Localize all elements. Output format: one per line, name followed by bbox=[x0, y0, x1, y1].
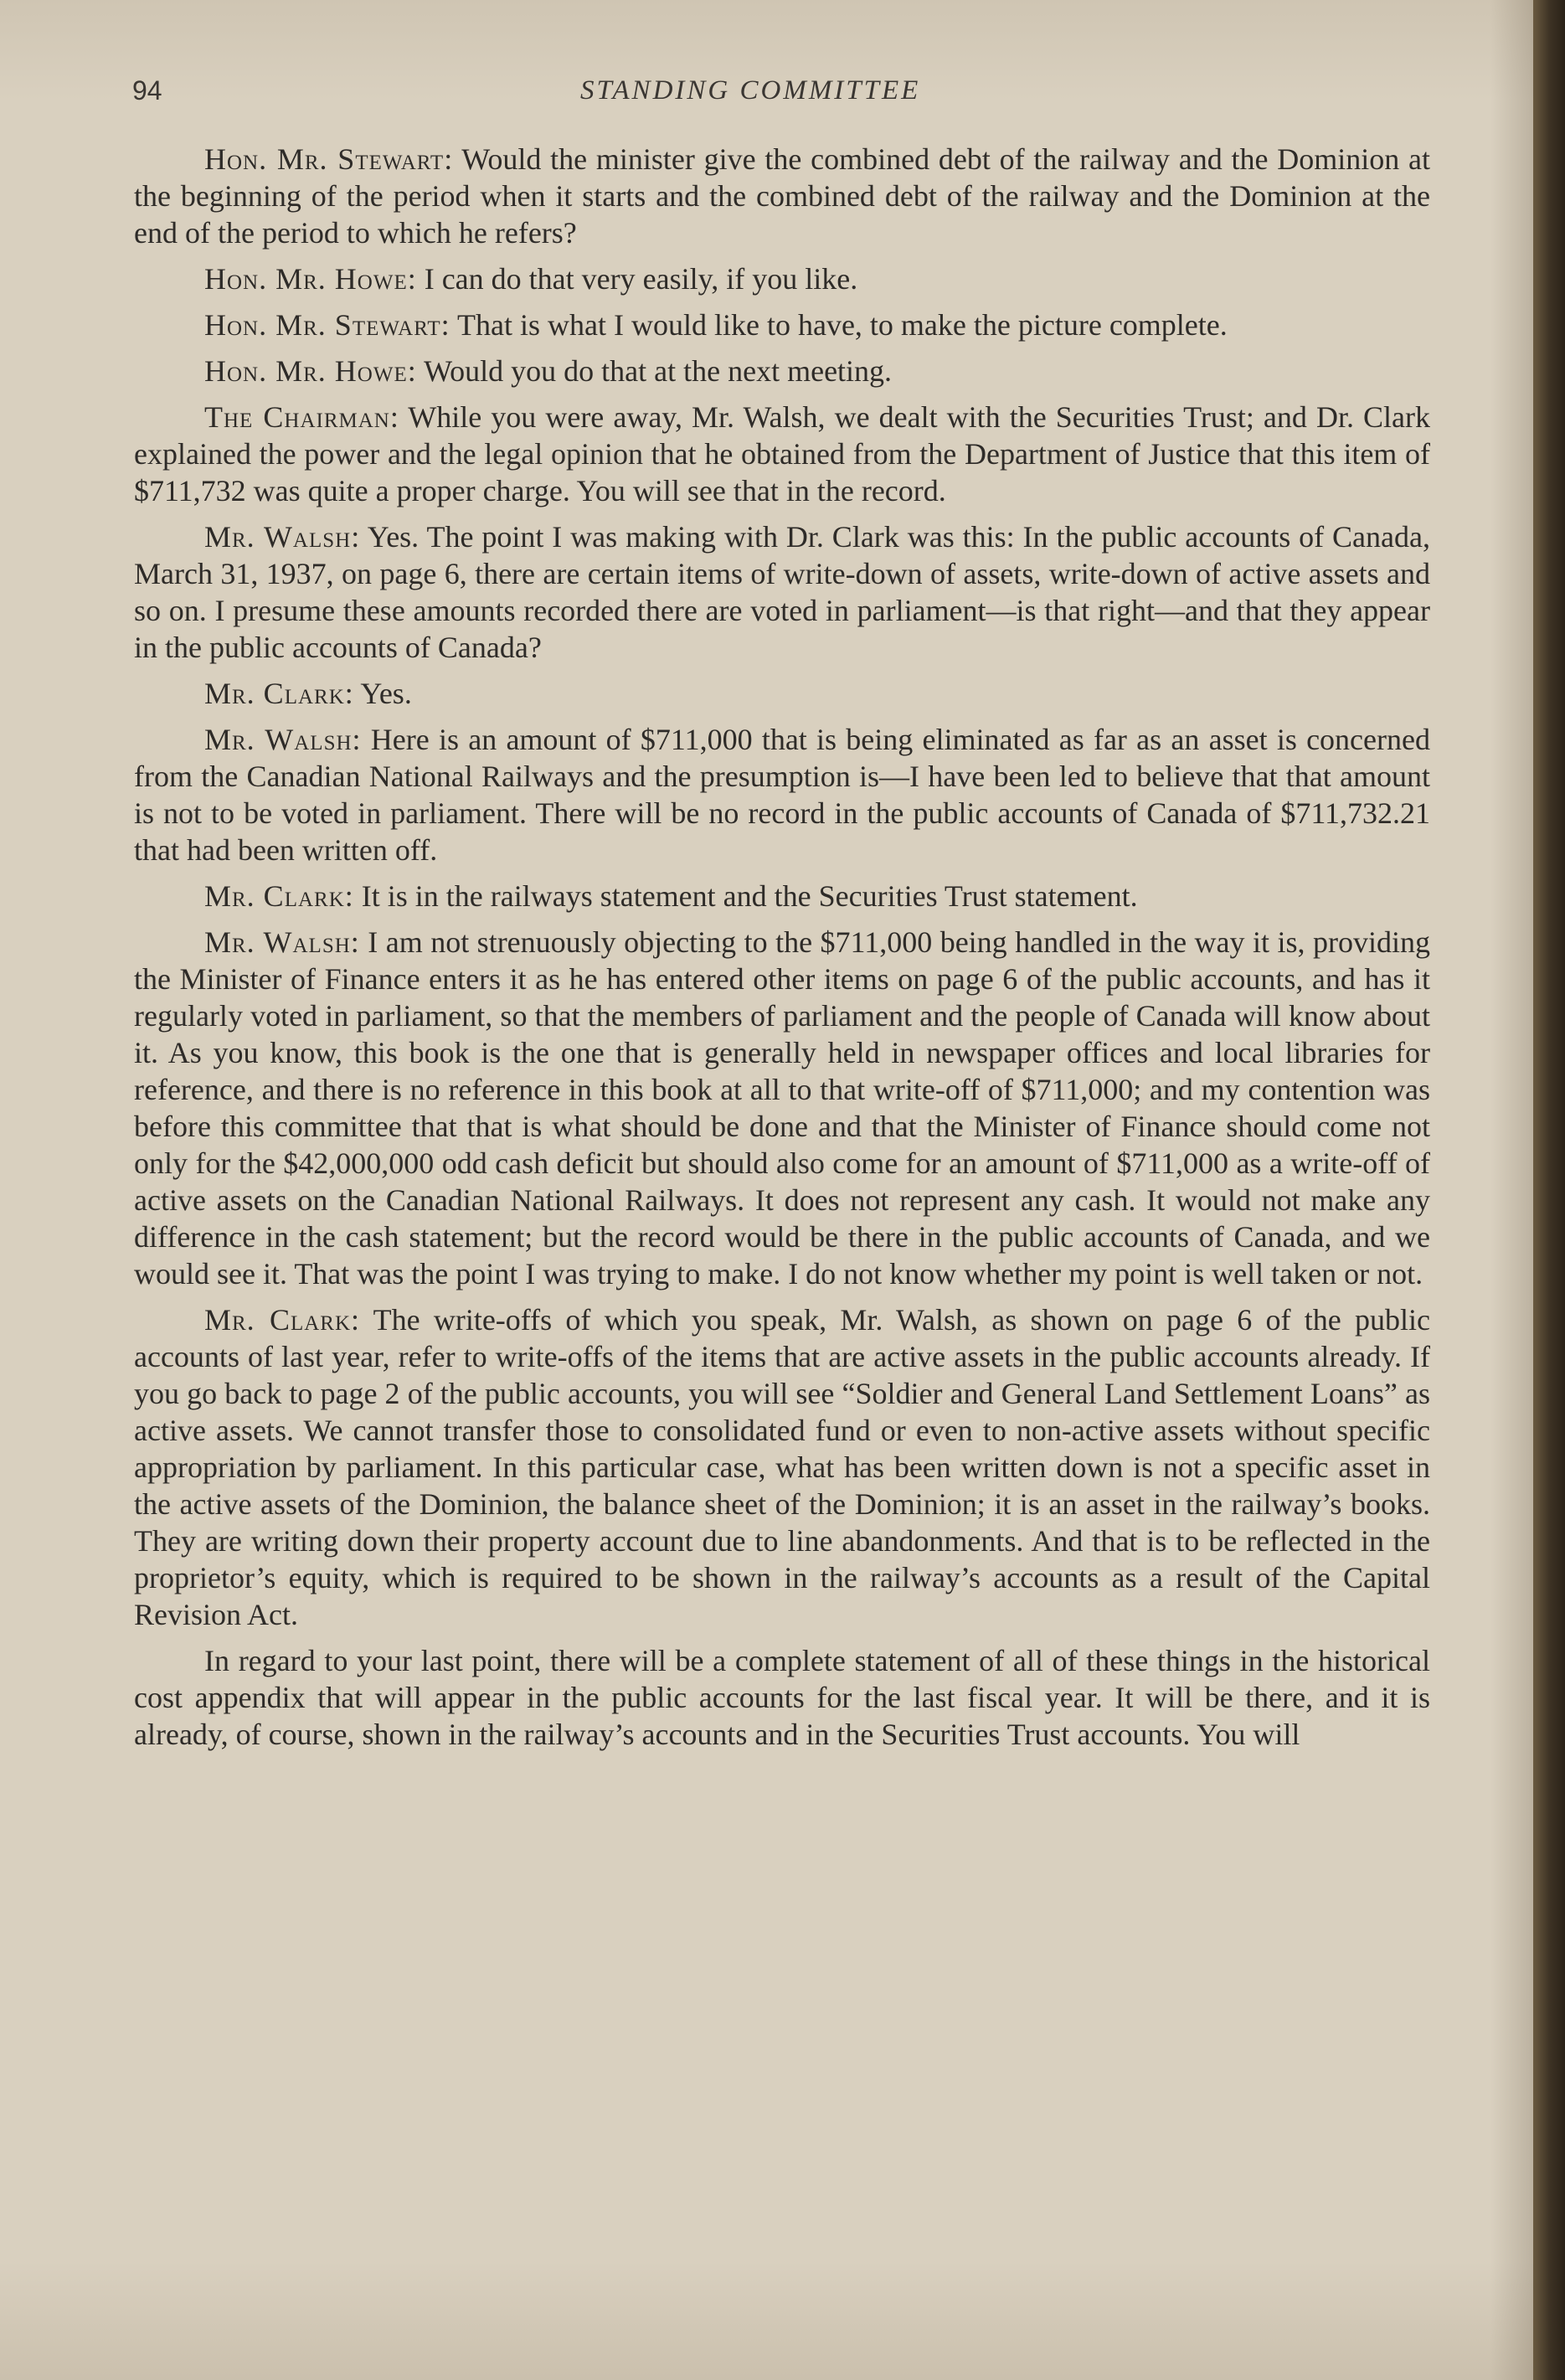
paragraph bbox=[134, 878, 1430, 914]
speaker-name: Mr. Clark: bbox=[204, 1303, 361, 1337]
paragraph-text: Yes. The point I was making with Dr. Clark was this: In the public accounts of Canada, March 31, 1937, on page 6, there are certain items of write-down of assets, write-down of active assets and so on. I presume these amounts recorded there are voted in parliament—is that right—and that they appear in the public accounts of Canada? bbox=[134, 520, 1430, 664]
transcript-body bbox=[134, 141, 1430, 1762]
running-title: STANDING COMMITTEE bbox=[580, 75, 921, 106]
paragraph-text: Would you do that at the next meeting. bbox=[416, 354, 893, 388]
paragraph bbox=[134, 399, 1430, 509]
paragraph bbox=[134, 307, 1430, 343]
speaker-name: Mr. Walsh: bbox=[204, 723, 362, 756]
paragraph bbox=[134, 1642, 1430, 1753]
speaker-name: Mr. Walsh: bbox=[204, 925, 360, 959]
paragraph-text: Would the minister give the combined debt of the railway and the Dominion at the beginning of the period when it starts and the combined debt of the railway and the Dominion at the end of the period to which he refers? bbox=[134, 142, 1430, 250]
page-number: 94 bbox=[132, 75, 162, 106]
speaker-name: Hon. Mr. Howe: bbox=[204, 354, 417, 388]
paragraph bbox=[134, 353, 1430, 389]
paragraph-text: I can do that very easily, if you like. bbox=[416, 262, 858, 296]
paragraph bbox=[134, 518, 1430, 666]
paragraph bbox=[134, 721, 1430, 868]
speaker-name: Hon. Mr. Howe: bbox=[204, 262, 417, 296]
book-spine-shadow bbox=[1533, 0, 1565, 2380]
speaker-name: The Chairman: bbox=[204, 400, 399, 434]
speaker-name: Hon. Mr. Stewart: bbox=[204, 142, 454, 176]
paragraph-text: That is what I would like to have, to make the picture complete. bbox=[450, 308, 1228, 342]
speaker-name: Hon. Mr. Stewart: bbox=[204, 308, 450, 342]
speaker-name: Mr. Clark: bbox=[204, 879, 354, 913]
paragraph-text: Here is an amount of $711,000 that is being eliminated as far as an asset is concerned from the Canadian National Railways and the presumption is—I have been led to believe that that amount is not to be voted in parliament. There will be no record in the public accounts of Canada of $711,732.21 that had been written off. bbox=[134, 723, 1430, 867]
paragraph-text: It is in the railways statement and the Securities Trust statement. bbox=[353, 879, 1138, 913]
paragraph-text: While you were away, Mr. Walsh, we dealt with the Securities Trust; and Dr. Clark explained the power and the legal opinion that he obtained from the Department of Justice that this item of $711,732 was quite a proper charge. You will see that in the record. bbox=[134, 400, 1431, 507]
page-header bbox=[132, 74, 1439, 114]
speaker-name: Mr. Walsh: bbox=[204, 520, 361, 554]
paragraph bbox=[134, 260, 1430, 297]
paragraph-text: The write-offs of which you speak, Mr. Walsh, as shown on page 6 of the public accounts of last year, refer to write-offs of the items that are active assets in the public accounts already. If you go back to page 2 of the public accounts, you will see “Soldier and General Land Settlement Loans” as active assets. We cannot transfer those to consolidated fund or even to non-active assets without specific appropriation by parliament. In this particular case, what has been written down is not a specific asset in the active assets of the Dominion, the balance sheet of the Dominion; it is an asset in the railway’s books. They are writing down their property account due to line abandonments. And that is to be reflected in the proprietor’s equity, which is required to be shown in the railway’s accounts as a result of the Capital Revision Act. bbox=[134, 1303, 1430, 1631]
paragraph-text: I am not strenuously objecting to the $711,000 being handled in the way it is, providing the Minister of Finance enters it as he has entered other items on page 6 of the public accounts, and has it regularly voted in parliament, so that the members of parliament and the people of Canada will know about it. As you know, this book is the one that is generally held in newspaper offices and local libraries for reference, and there is no reference in this book at all to that write-off of $711,000; and my contention was before this committee that that is what should be done and that the Minister of Finance should come not only for the $42,000,000 odd cash deficit but should also come for an amount of $711,000 as a write-off of active assets on the Canadian National Railways. It does not represent any cash. It would not make any difference in the cash statement; but the record would be there in the public accounts of Canada, and we would see it. That was the point I was trying to make. I do not know whether my point is well taken or not. bbox=[134, 925, 1430, 1290]
paragraph bbox=[134, 141, 1430, 251]
paragraph-text: In regard to your last point, there will be a complete statement of all of these things in the historical cost appendix that will appear in the public accounts for the last fiscal year. It will be there, and it is already, of course, shown in the railway’s accounts and in the Securities Trust accounts. You will bbox=[134, 1644, 1430, 1751]
paragraph-text: Yes. bbox=[353, 677, 412, 710]
paragraph bbox=[134, 1301, 1430, 1633]
paragraph bbox=[134, 675, 1430, 712]
paragraph bbox=[134, 924, 1430, 1292]
speaker-name: Mr. Clark: bbox=[204, 677, 354, 710]
